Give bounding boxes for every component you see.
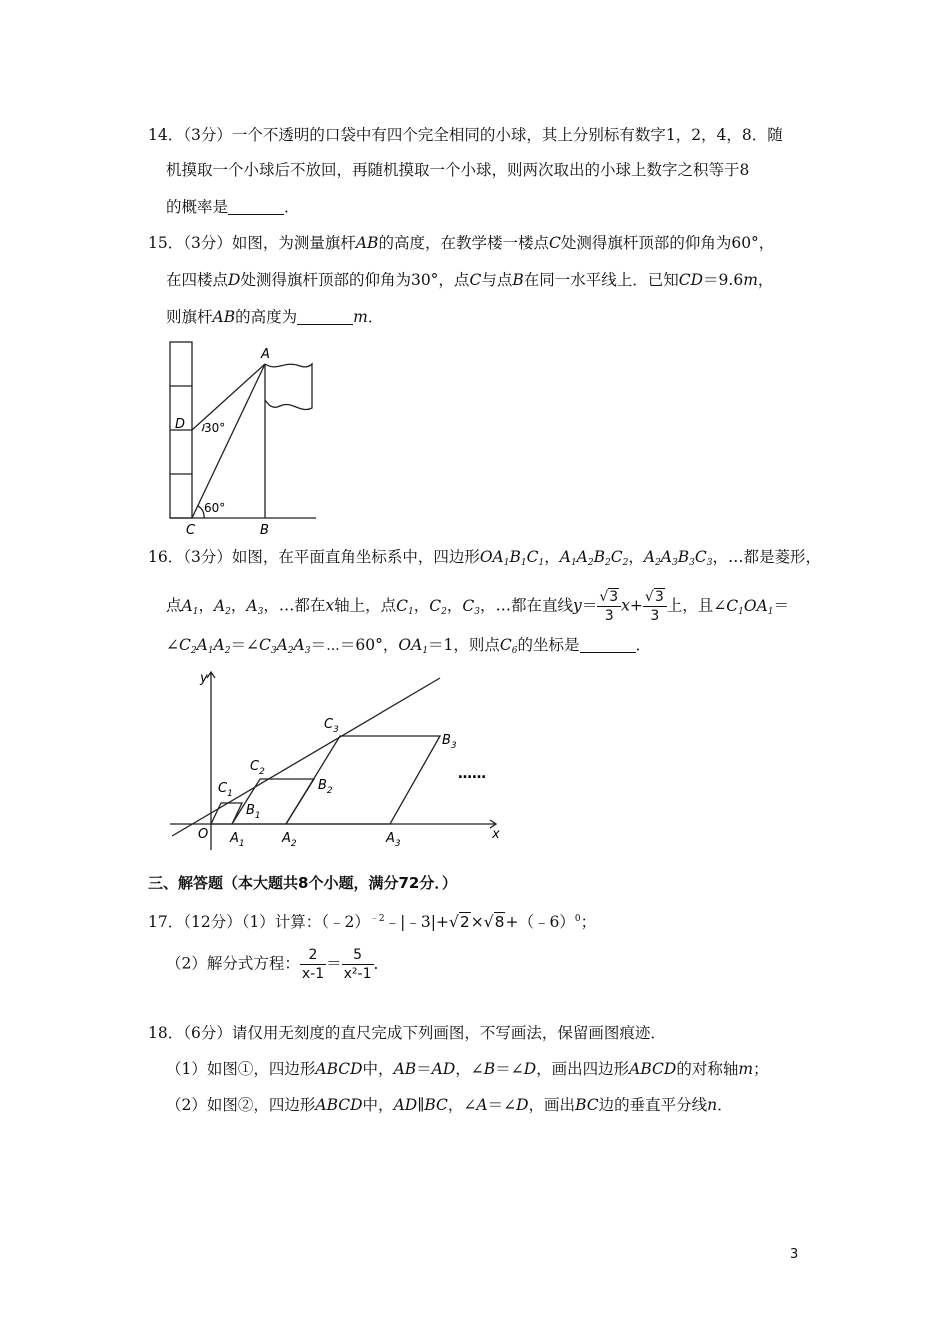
- flag: [265, 364, 312, 410]
- q18-line3: （2）如图②，四边形ABCD中，AD∥BC，∠A＝∠D，画出BC边的垂直平分线n．: [166, 1096, 733, 1114]
- answer-blank-14: [228, 198, 284, 215]
- label-C1: $C_1$: [218, 781, 233, 799]
- label-B3: $B_3$: [442, 733, 457, 751]
- answer-blank-15: [297, 308, 353, 325]
- sqrt-2: √2: [448, 913, 470, 932]
- q14-line2: 机摸取一个小球后不放回，再随机摸取一个小球，则两次取出的小球上数字之积等于8: [166, 161, 750, 179]
- slope-fraction: $\frac{√3}{3}$: [597, 588, 621, 625]
- q14-line3: 的概率是 ．: [166, 198, 300, 216]
- origin-label: O: [198, 827, 209, 842]
- section3-title: 三、解答题（本大题共8个小题，满分72分．）: [148, 874, 457, 892]
- y-axis-label: y: [200, 671, 208, 686]
- q18-line1: 18．（6分）请仅用无刻度的直尺完成下列画图，不写画法，保留画图痕迹．: [148, 1024, 666, 1042]
- page-number: 3: [790, 1247, 799, 1262]
- q17-line2: （2）解分式方程： $\frac{2}{x-1}$ ＝ $\frac{5}{\text{x²-1}}$ ．: [166, 947, 390, 982]
- fraction-left: $\frac{2}{x-1}$: [301, 947, 325, 982]
- label-A: A: [261, 347, 270, 362]
- label-A1: $A_1$: [230, 831, 245, 849]
- intercept-fraction: $\frac{√3}{3}$: [643, 588, 667, 625]
- label-D: D: [175, 417, 186, 432]
- line-y: [172, 678, 440, 836]
- rhombus-2: [232, 779, 314, 824]
- q16-line2: 点$A_1$，$A_2$，$A_3$，…都在x轴上，点$C_1$，$C_2$，$C_3$，…都在直线y＝ $\frac{√3}{3}$ x+ $\frac{√3}{3}$ 上，且$\angle C_1OA_1=$: [166, 589, 790, 624]
- angle-60-label: 60°: [204, 501, 226, 515]
- label-B: B: [260, 523, 269, 538]
- q15-figure: [160, 338, 330, 538]
- label-A3: $A_3$: [386, 831, 401, 849]
- q15-line2: 在四楼点D处测得旗杆顶部的仰角为30°，点C与点B在同一水平线上．已知CD＝9.6m，: [166, 271, 774, 289]
- q16-line1: 16．（3分）如图，在平面直角坐标系中，四边形$OA_1B_1C_1$，$A_1A_2B_2C_2$，$A_2A_3B_3C_3$，…都是菱形，: [148, 548, 821, 568]
- angle-30-label: 30°: [204, 421, 226, 435]
- fraction-right: $\frac{5}{\text{x²-1}}$: [343, 947, 372, 982]
- q15-line3: 则旗杆AB的高度为 m．: [166, 308, 384, 326]
- label-C3: $C_3$: [324, 717, 339, 735]
- x-axis-label: x: [492, 827, 500, 842]
- q14-text: 的概率是: [166, 198, 229, 216]
- sqrt-8: √8: [483, 913, 505, 932]
- q16-line3: $\angle C_2A_1A_2=\angle C_3A_2A_3=\cdots=60^\circ$，$OA_1=1$，则点$C_6$的坐标是 ．: [166, 636, 652, 656]
- q16-figure: [168, 664, 508, 854]
- label-C2: $C_2$: [250, 759, 265, 777]
- label-B1: $B_1$: [246, 803, 261, 821]
- answer-blank-16: [580, 636, 636, 653]
- q18-line2: （1）如图①，四边形ABCD中，AB＝AD，∠B＝∠D，画出四边形ABCD的对称轴m；: [166, 1060, 769, 1078]
- line-DA: [192, 364, 265, 430]
- label-A2: $A_2$: [282, 831, 297, 849]
- rhombus-3: [286, 736, 440, 824]
- label-B2: $B_2$: [318, 778, 333, 796]
- ellipsis: ……: [458, 766, 486, 782]
- line-CA: [192, 364, 265, 518]
- label-C: C: [186, 523, 196, 538]
- rhombus-1: [211, 803, 242, 824]
- q17-line1: 17．（12分）（1）计算：（﹣2）$^{﹣2}$﹣|﹣3|+√2×√8+（﹣6）$^0$；: [148, 913, 597, 932]
- q15-line1: 15．（3分）如图，为测量旗杆AB的高度，在教学楼一楼点C处测得旗杆顶部的仰角为60°，: [148, 234, 775, 252]
- q14-line1: 14．（3分）一个不透明的口袋中有四个完全相同的小球，其上分别标有数字1，2，4，8．随: [148, 126, 783, 144]
